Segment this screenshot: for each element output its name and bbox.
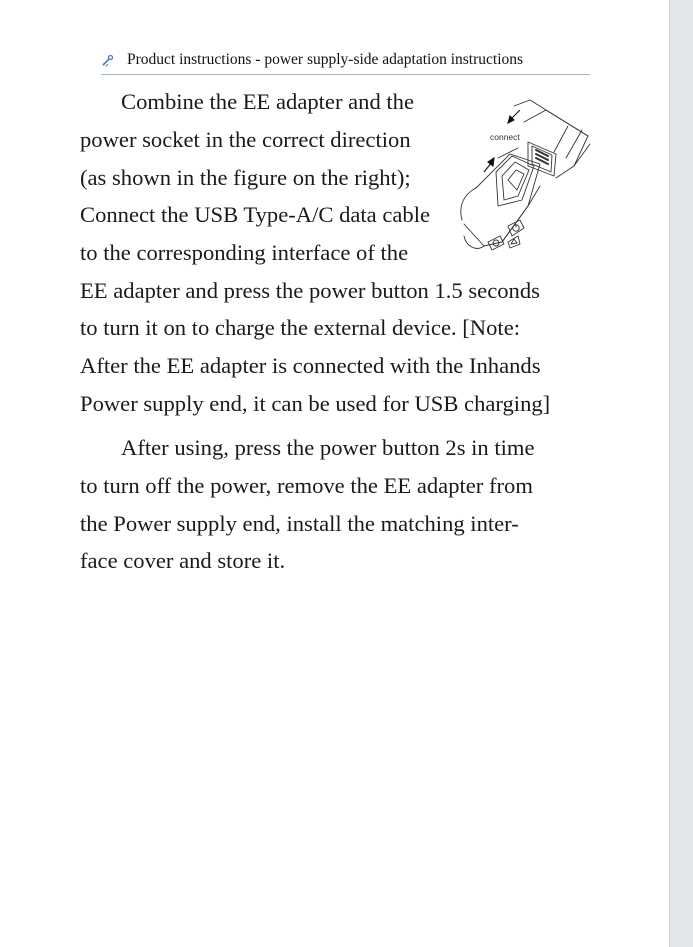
paragraph1-line-4: Connect the USB Type-A/C data cable — [80, 202, 431, 227]
paragraph1-line-7: to turn it on to charge the external device. [Note: — [80, 315, 521, 340]
header-title: Product instructions - power supply-side adaptation instructions — [127, 51, 524, 68]
paragraph1-line-9: Power supply end, it can be used for USB charging] — [80, 391, 551, 416]
wrench-icon — [101, 53, 115, 67]
paragraph1-line-3: (as shown in the figure on the right); — [80, 165, 411, 190]
adapter-diagram — [458, 96, 592, 258]
paragraph2-line-3: the Power supply end, install the matching inter- — [80, 511, 519, 536]
paragraph1-line-6: EE adapter and press the power button 1.5 seconds — [80, 278, 540, 303]
paragraph1-line-1: Combine the EE adapter and the — [121, 89, 414, 114]
paragraph1-line-5: to the corresponding interface of the — [80, 240, 409, 265]
paragraph2-line-1: After using, press the power button 2s in time — [121, 435, 535, 460]
paragraph1-line-2: power socket in the correct direction — [80, 127, 411, 152]
page-side-strip — [669, 0, 693, 947]
paragraph2-line-4: face cover and store it. — [80, 548, 286, 573]
connect-label: connect — [490, 132, 520, 142]
paragraph1-line-8: After the EE adapter is connected with the Inhands — [80, 353, 541, 378]
paragraph2-line-2: to turn off the power, remove the EE adapter from — [80, 473, 533, 498]
page-header — [101, 48, 590, 75]
